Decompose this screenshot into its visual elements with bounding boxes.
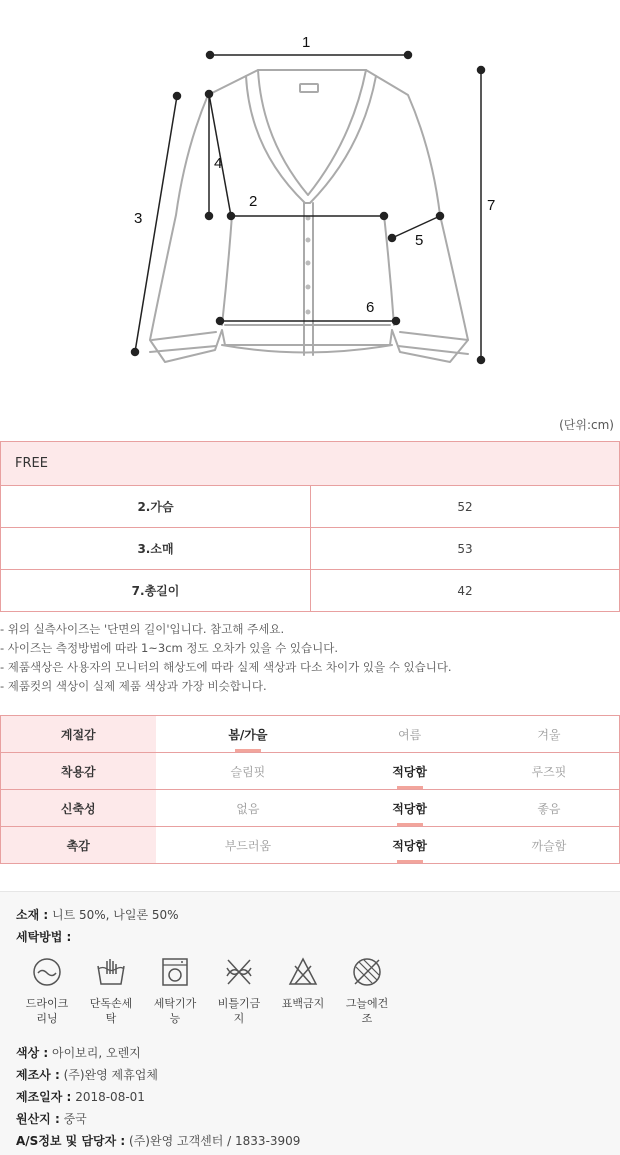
feel-option: 겨울 bbox=[479, 716, 620, 753]
as-row bbox=[16, 1132, 300, 1149]
origin-label: 원산지 : bbox=[16, 1112, 60, 1126]
origin-value: 중국 bbox=[63, 1112, 87, 1126]
feel-option: 까슬함 bbox=[479, 827, 620, 864]
care-dry-clean bbox=[23, 956, 71, 1026]
care-no-bleach bbox=[279, 956, 327, 1011]
no-wring-icon bbox=[223, 956, 255, 988]
care-text: 세탁기가 능 bbox=[153, 997, 197, 1025]
origin-row bbox=[16, 1110, 87, 1127]
table-row bbox=[1, 827, 620, 864]
material-row bbox=[16, 906, 179, 923]
feel-option: 적당함 bbox=[340, 827, 479, 864]
no-bleach-icon bbox=[287, 956, 319, 988]
feel-option: 좋음 bbox=[479, 790, 620, 827]
note-line: - 사이즈는 측정방법에 따라 1~3cm 정도 오차가 있을 수 있습니다. bbox=[0, 641, 339, 655]
shade-dry-icon bbox=[351, 956, 383, 988]
color-row bbox=[16, 1044, 141, 1061]
as-value: (주)완영 고객센터 / 1833-3909 bbox=[129, 1134, 301, 1148]
feel-option: 봄/가을 bbox=[156, 716, 341, 753]
size-label: 3.소매 bbox=[1, 528, 311, 570]
measure-label-1: 1 bbox=[302, 34, 311, 51]
table-row bbox=[1, 486, 620, 528]
unit-label: (단위:cm) bbox=[559, 418, 614, 432]
feel-label: 착용감 bbox=[1, 753, 156, 790]
table-row bbox=[1, 570, 620, 612]
measure-label-3: 3 bbox=[134, 210, 143, 227]
size-value: 53 bbox=[311, 528, 620, 570]
size-diagram bbox=[0, 0, 620, 410]
hand-wash-icon bbox=[95, 956, 127, 988]
size-label: 7.총길이 bbox=[1, 570, 311, 612]
measure-label-6: 6 bbox=[366, 299, 375, 316]
table-row bbox=[1, 716, 620, 753]
note-line: - 위의 실측사이즈는 '단면의 길이'입니다. 참고해 주세요. bbox=[0, 622, 285, 636]
maker-row bbox=[16, 1066, 158, 1083]
maker-value: (주)완영 제휴업체 bbox=[63, 1068, 158, 1082]
feel-option: 여름 bbox=[340, 716, 479, 753]
size-value: 52 bbox=[311, 486, 620, 528]
material-value: 니트 50%, 나일론 50% bbox=[52, 908, 179, 922]
product-info-panel bbox=[0, 891, 620, 1155]
size-label: 2.가슴 bbox=[1, 486, 311, 528]
size-table bbox=[0, 441, 620, 612]
washing-machine-icon bbox=[159, 956, 191, 988]
care-text: 단독손세 탁 bbox=[89, 997, 133, 1025]
measure-label-2: 2 bbox=[249, 193, 258, 210]
care-no-wring bbox=[215, 956, 263, 1026]
measure-label-5: 5 bbox=[415, 232, 424, 249]
care-shade-dry bbox=[343, 956, 391, 1026]
feel-label: 촉감 bbox=[1, 827, 156, 864]
color-label: 색상 : bbox=[16, 1046, 49, 1060]
maker-label: 제조사 : bbox=[16, 1068, 60, 1082]
size-table-header: FREE bbox=[1, 442, 620, 486]
as-label: A/S정보 및 담당자 : bbox=[16, 1134, 126, 1148]
care-text: 드라이크 리닝 bbox=[25, 997, 69, 1025]
date-label: 제조일자 : bbox=[16, 1090, 72, 1104]
feel-option: 적당함 bbox=[340, 753, 479, 790]
cardigan-illustration bbox=[0, 0, 620, 410]
measure-label-7: 7 bbox=[487, 197, 496, 214]
care-hand-wash bbox=[87, 956, 135, 1026]
color-value: 아이보리, 오렌지 bbox=[52, 1046, 141, 1060]
size-value: 42 bbox=[311, 570, 620, 612]
care-washing-machine bbox=[151, 956, 199, 1026]
measure-label-4: 4 bbox=[214, 155, 223, 172]
feel-option: 슬림핏 bbox=[156, 753, 341, 790]
notes bbox=[0, 620, 452, 696]
wash-label: 세탁방법 : bbox=[16, 930, 72, 944]
date-row bbox=[16, 1088, 145, 1105]
table-row bbox=[1, 753, 620, 790]
feel-option: 부드러움 bbox=[156, 827, 341, 864]
feel-option: 루즈핏 bbox=[479, 753, 620, 790]
care-text: 표백금지 bbox=[281, 997, 325, 1010]
feel-label: 계절감 bbox=[1, 716, 156, 753]
feel-option: 없음 bbox=[156, 790, 341, 827]
material-label: 소재 : bbox=[16, 908, 49, 922]
fit-feel-table bbox=[0, 715, 620, 864]
table-row bbox=[1, 790, 620, 827]
care-text: 그늘에건 조 bbox=[345, 997, 389, 1025]
feel-label: 신축성 bbox=[1, 790, 156, 827]
dry-clean-icon bbox=[31, 956, 63, 988]
feel-option: 적당함 bbox=[340, 790, 479, 827]
wash-row bbox=[16, 928, 71, 945]
note-line: - 제품색상은 사용자의 모니터의 해상도에 따라 실제 색상과 다소 차이가 있을 수 있습니다. bbox=[0, 660, 452, 674]
date-value: 2018-08-01 bbox=[75, 1090, 145, 1104]
care-text: 비틀기금 지 bbox=[217, 997, 261, 1025]
table-row bbox=[1, 528, 620, 570]
note-line: - 제품컷의 색상이 실제 제품 색상과 가장 비슷합니다. bbox=[0, 679, 267, 693]
